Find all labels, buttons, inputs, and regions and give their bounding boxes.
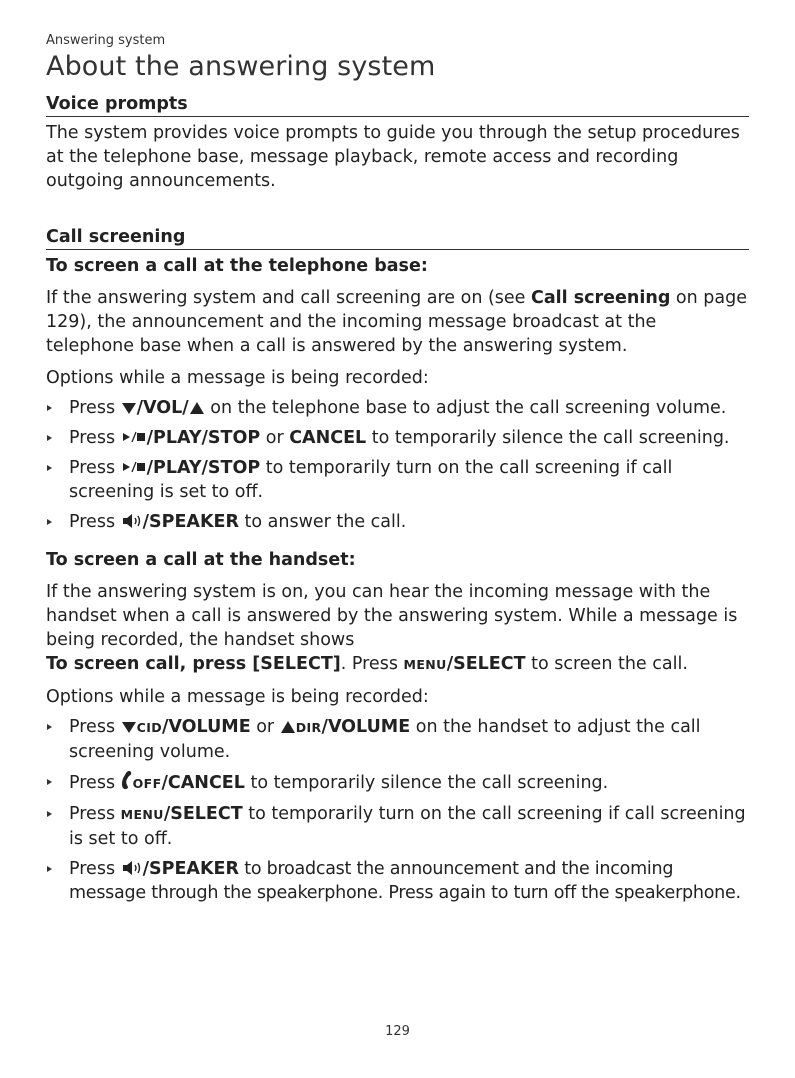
intro-text-after: on page 129), the announcement and the incoming message broadcast at the telephone base when a call is answered by the answering system. (46, 288, 747, 356)
phone-off-icon (121, 770, 133, 790)
key-label: /CANCEL (161, 773, 245, 793)
press-text: Press (69, 773, 121, 793)
instruction-text: to answer the call. (238, 512, 407, 532)
bullet-triangle-icon (47, 465, 52, 471)
bullet-triangle-icon (47, 811, 52, 817)
press-text: . Press (340, 654, 404, 674)
screen-at-base-heading: To screen a call at the telephone base: (46, 256, 428, 276)
handset-options-list (46, 715, 749, 905)
screen-at-handset-heading: To screen a call at the handset: (46, 550, 356, 570)
page-title: About the answering system (46, 51, 436, 82)
key-label: /SPEAKER (142, 512, 239, 532)
bullet-triangle-icon (47, 779, 52, 785)
voice-prompts-body: The system provides voice prompts to guide you through the setup procedures at the telephone base, message playback, remote access and recording outgoing announcements. (46, 123, 740, 191)
list-item (46, 857, 749, 905)
instruction-text: to temporarily turn on the call screening if call screening is set to off. (69, 458, 673, 502)
bullet-triangle-icon (47, 435, 52, 441)
handset-options-intro: Options while a message is being recorded: (46, 687, 429, 707)
key-label: /VOLUME (162, 717, 251, 737)
menu-key-small: MENU (120, 807, 164, 822)
up-triangle-icon (280, 720, 296, 734)
press-text: Press (69, 859, 121, 879)
bullet-triangle-icon (47, 519, 52, 525)
instruction-text: on the telephone base to adjust the call screening volume. (204, 398, 727, 418)
voice-prompts-heading: Voice prompts (46, 93, 749, 117)
base-options-intro: Options while a message is being recorded: (46, 368, 429, 388)
handset-display-text: To screen call, press [SELECT] (46, 654, 341, 674)
key-label-secondary: CANCEL (289, 428, 367, 448)
section-overline: Answering system (46, 33, 166, 48)
off-key-small: OFF (132, 776, 162, 791)
menu-key-small: MENU (403, 657, 447, 672)
or-text: or (260, 428, 290, 448)
key-label: /SELECT (163, 804, 243, 824)
screen-at-handset-intro (46, 580, 749, 677)
list-item (46, 396, 749, 420)
intro-text-before: If the answering system and call screening are on (see (46, 288, 532, 308)
call-screening-heading: Call screening (46, 226, 749, 250)
list-item (46, 770, 749, 796)
press-text: Press (69, 804, 121, 824)
list-item (46, 715, 749, 764)
speaker-icon (121, 513, 143, 529)
down-triangle-icon (121, 720, 137, 734)
press-text: Press (69, 428, 121, 448)
call-screening-reference: Call screening (531, 288, 671, 308)
bullet-triangle-icon (47, 724, 52, 730)
list-item (46, 456, 749, 504)
instruction-text: to temporarily turn on the call screening if call screening is set to off. (69, 804, 746, 849)
base-options-list (46, 396, 749, 534)
play-stop-icon (121, 459, 147, 475)
screen-at-base-intro (46, 286, 749, 358)
play-stop-icon (121, 429, 147, 445)
down-triangle-icon (121, 401, 137, 415)
dir-key-small: DIR (295, 720, 322, 735)
list-item (46, 802, 749, 851)
page-number: 129 (385, 1024, 410, 1039)
key-label: /VOL/ (136, 398, 189, 418)
instruction-text: to temporarily silence the call screening. (366, 428, 730, 448)
press-text: Press (69, 512, 121, 532)
key-label: /PLAY/STOP (146, 428, 261, 448)
page-content (46, 32, 749, 905)
instruction-text: to screen the call. (525, 654, 688, 674)
key-label: /PLAY/STOP (146, 458, 261, 478)
bullet-triangle-icon (47, 866, 52, 872)
instruction-text: to temporarily silence the call screening. (244, 773, 609, 793)
cid-key-small: CID (136, 720, 163, 735)
bullet-triangle-icon (47, 405, 52, 411)
instruction-text: on the handset to adjust the call screening volume. (69, 717, 701, 762)
key-label-secondary: /VOLUME (321, 717, 411, 737)
select-key-label: /SELECT (446, 654, 526, 674)
press-text: Press (69, 398, 121, 418)
speaker-icon (121, 860, 143, 876)
list-item (46, 426, 749, 450)
instruction-text: to broadcast the announcement and the incoming message through the speakerphone. Press again to turn off the speakerphone. (69, 859, 741, 903)
list-item (46, 510, 749, 534)
up-triangle-icon (189, 401, 205, 415)
press-text: Press (69, 458, 121, 478)
or-text: or (250, 717, 280, 737)
key-label: /SPEAKER (142, 859, 239, 879)
handset-intro-text: If the answering system is on, you can hear the incoming message with the handset when a call is answered by the answering system. While a message is being recorded, the handset shows (46, 582, 738, 650)
press-text: Press (69, 717, 121, 737)
